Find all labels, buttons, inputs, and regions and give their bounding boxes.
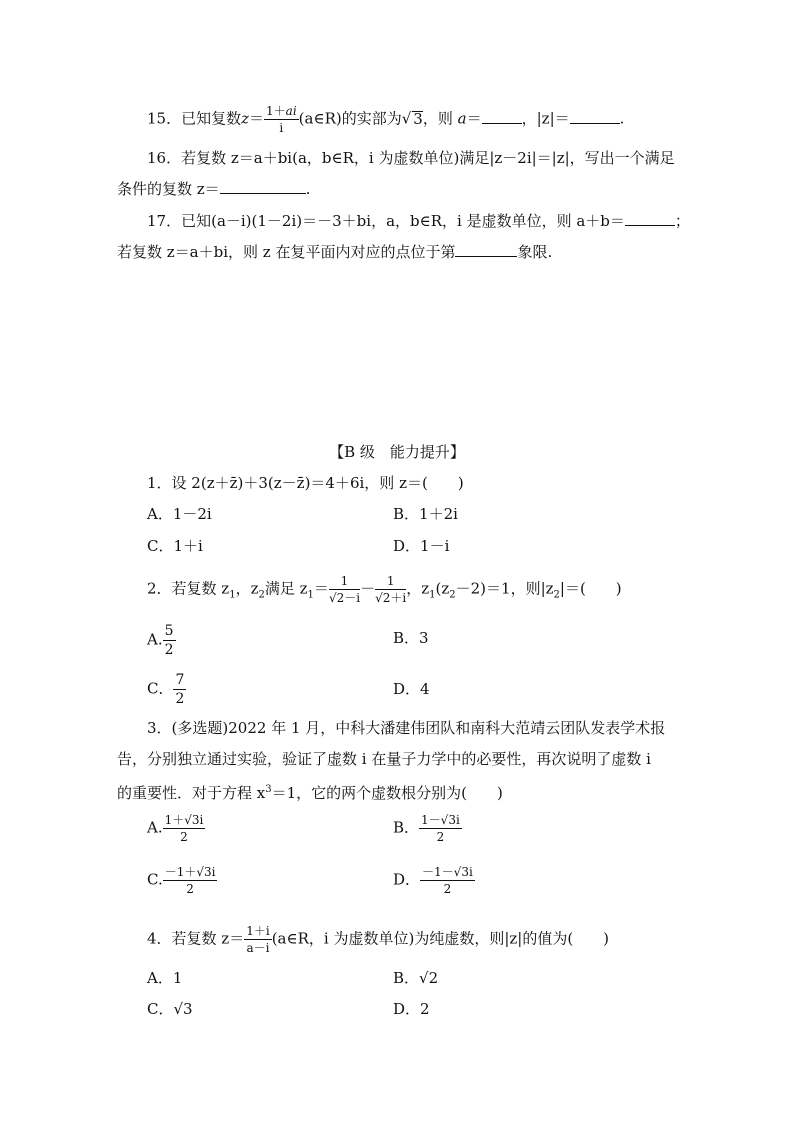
problem-17-text: 17．已知(a－i)(1－2i)＝－3＋bi，a，b∈R，i 是虚数单位，则 a＋b＝ <box>147 212 625 230</box>
option-label: A. <box>147 818 163 837</box>
problem-16-line-2 <box>117 179 310 199</box>
problem-15-text-3: ，则 <box>422 109 453 128</box>
fraction <box>163 814 206 843</box>
q2-text-a: 2．若复数 z <box>147 579 230 598</box>
num: 7 <box>175 672 185 688</box>
sub-1c: 1 <box>429 589 436 601</box>
q2-text-e: ，z <box>406 579 430 598</box>
option-label: B． <box>393 818 420 837</box>
num: 1＋√3i <box>164 813 204 827</box>
den: 2 <box>186 882 194 896</box>
den: a－i <box>246 941 270 955</box>
var-z: z <box>241 109 250 128</box>
q3-option-a[interactable] <box>147 814 205 843</box>
semicolon: ； <box>674 212 690 230</box>
section-title: 【B 级 能力提升】 <box>329 443 465 461</box>
option-label: C． <box>147 679 174 698</box>
fraction-1 <box>329 575 360 604</box>
answer-blank-absz[interactable] <box>570 109 620 124</box>
frac2-num: 1 <box>375 575 406 590</box>
q4-option-c[interactable]: C．√3 <box>147 1000 193 1018</box>
problem-17-line-2 <box>117 242 552 262</box>
frac-den: i <box>279 121 284 135</box>
num: 1＋i <box>246 924 270 938</box>
q2-equals: ＝ <box>313 579 329 598</box>
num: －1＋√3i <box>164 865 216 879</box>
fraction-5-2 <box>163 624 176 657</box>
q2-text-h: |＝( ) <box>559 579 622 598</box>
q4-option-b[interactable]: B．√2 <box>393 969 439 987</box>
equals-3: ＝ <box>554 109 570 128</box>
q2-stem <box>147 575 622 606</box>
num: －1－√3i <box>422 865 473 879</box>
problem-17-end: 象限. <box>517 243 553 261</box>
q3-option-d[interactable] <box>393 866 475 895</box>
q2-text-c: 满足 z <box>264 579 308 598</box>
q1-option-b[interactable]: B．1＋2i <box>393 505 458 523</box>
option-label: A. <box>147 630 163 649</box>
frac1-den: √2－i <box>328 591 361 605</box>
q1-stem: 1．设 2(z＋z̄)＋3(z－z̄)＝4＋6i，则 z＝( ) <box>147 474 464 492</box>
num: 5 <box>164 623 174 639</box>
sqrt-symbol: √ <box>401 109 412 128</box>
q2-text-f: (z <box>435 579 450 598</box>
den: 2 <box>175 691 185 707</box>
comma: ， <box>521 109 537 128</box>
den: 2 <box>443 882 452 896</box>
q4-option-a[interactable]: A．1 <box>147 969 183 987</box>
den: 2 <box>164 642 174 658</box>
sub-1b: 1 <box>307 589 314 601</box>
q2-text-b: ，z <box>235 579 259 598</box>
q3-line-2: 告，分别独立通过实验，验证了虚数 i 在量子力学中的必要性，再次说明了虚数 i <box>117 750 651 768</box>
equals: ＝ <box>249 109 265 128</box>
den: 2 <box>436 830 445 844</box>
option-label: D． <box>393 870 421 889</box>
q2-option-b[interactable]: B．3 <box>393 629 429 647</box>
q1-option-a[interactable]: A．1－2i <box>147 505 212 523</box>
minus: － <box>360 579 376 598</box>
fraction <box>163 866 218 895</box>
answer-blank-a[interactable] <box>482 109 522 124</box>
problem-15 <box>147 105 624 134</box>
answer-blank-quadrant[interactable] <box>455 242 517 257</box>
problem-15-number: 15． <box>147 109 182 128</box>
fraction <box>419 814 462 843</box>
frac-num-part: 1＋ <box>266 104 286 118</box>
q3-text-a: 的重要性．对于方程 x <box>117 784 266 802</box>
exponent: 3 <box>265 784 272 795</box>
problem-16-text: 条件的复数 z＝ <box>117 180 220 198</box>
q1-option-c[interactable]: C．1＋i <box>147 537 203 555</box>
q1-option-d[interactable]: D．1－i <box>393 537 450 555</box>
q4-text-a: 4．若复数 z＝ <box>147 929 245 948</box>
problem-17-line-1 <box>147 211 690 231</box>
q2-option-c[interactable] <box>147 673 186 706</box>
q3-text-b: ＝1，它的两个虚数根分别为( ) <box>271 784 503 802</box>
var-a: a <box>457 109 467 128</box>
sub-2: 2 <box>258 589 265 601</box>
den: 2 <box>180 830 188 844</box>
fraction <box>244 925 271 954</box>
problem-17-text-2: 若复数 z＝a＋bi，则 z 在复平面内对应的点位于第 <box>117 243 456 261</box>
answer-blank-a-plus-b[interactable] <box>625 211 675 226</box>
q3-line-1: 3．(多选题)2022 年 1 月，中科大潘建伟团队和南科大范靖云团队发表学术报 <box>147 719 666 737</box>
fraction-7-2 <box>173 673 186 706</box>
q2-option-d[interactable]: D．4 <box>393 680 430 698</box>
q2-text-g: －2)＝1，则|z <box>455 579 554 598</box>
equals-2: ＝ <box>466 109 482 128</box>
option-label: C. <box>147 870 163 889</box>
sub-2c: 2 <box>553 589 560 601</box>
problem-16-line-1: 16．若复数 z＝a＋bi(a，b∈R，i 为虚数单位)满足|z－2i|＝|z|，写出一个满足 <box>147 149 675 167</box>
q4-stem <box>147 925 609 954</box>
q4-option-d[interactable]: D．2 <box>393 1000 430 1018</box>
frac1-num: 1 <box>329 575 360 590</box>
period: . <box>619 109 625 128</box>
q2-option-a[interactable] <box>147 624 176 657</box>
q3-line-3 <box>117 780 503 803</box>
sub-1: 1 <box>229 589 236 601</box>
fraction-1-ai-over-i <box>264 105 299 134</box>
problem-15-text-2: 的实部为 <box>341 109 402 128</box>
abs-z: |z| <box>536 109 555 128</box>
frac2-den: √2＋i <box>375 591 407 605</box>
q3-option-b[interactable] <box>393 814 462 843</box>
period: . <box>305 180 311 198</box>
q4-text-b: (a∈R，i 为虚数单位)为纯虚数，则|z|的值为( ) <box>271 929 610 948</box>
answer-blank-z[interactable] <box>220 179 306 194</box>
num: 1－√3i <box>421 813 460 827</box>
sqrt-3: 3 <box>413 109 423 128</box>
problem-15-text: 已知复数 <box>181 109 242 128</box>
fraction <box>420 866 475 895</box>
q3-option-c[interactable] <box>147 866 217 895</box>
condition: (a∈R) <box>298 109 342 128</box>
fraction-2 <box>375 575 406 604</box>
sub-2b: 2 <box>449 589 456 601</box>
frac-num-ai: ai <box>285 104 297 118</box>
